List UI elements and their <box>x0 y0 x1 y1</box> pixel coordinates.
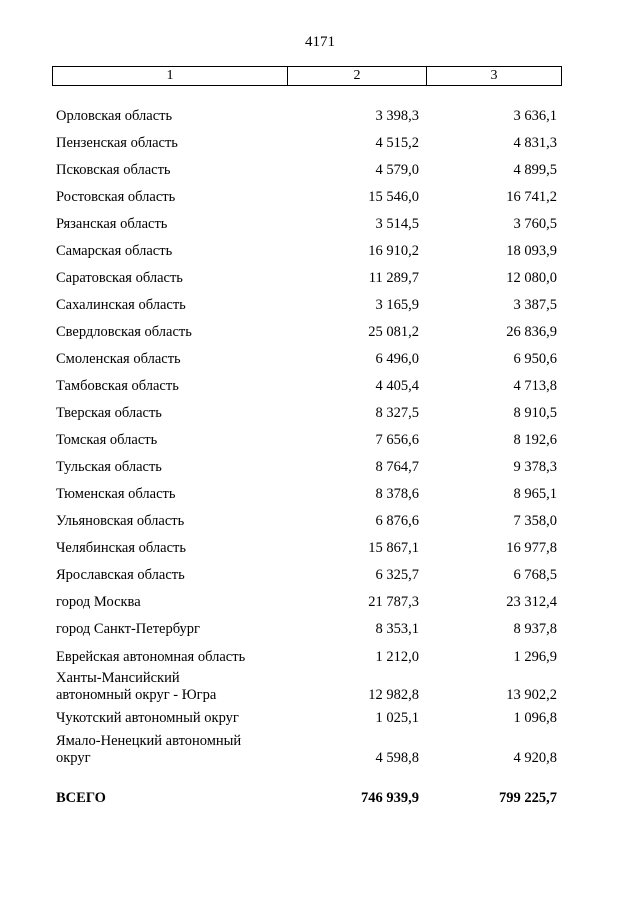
table-row <box>56 378 560 395</box>
value-col-2: 15 546,0 <box>368 189 419 205</box>
table-row <box>56 270 560 287</box>
region-name: Ростовская область <box>56 189 176 205</box>
region-name-line-2: автономный округ - Югра <box>56 687 217 703</box>
region-name: Ярославская область <box>56 567 185 583</box>
region-name: Орловская область <box>56 108 173 124</box>
value-col-2: 6 325,7 <box>375 567 419 583</box>
table-row <box>56 135 560 152</box>
value-col-2: 16 910,2 <box>368 243 419 259</box>
region-name: Саратовская область <box>56 270 183 286</box>
header-col-1: 1 <box>53 67 288 85</box>
value-col-3: 8 937,8 <box>513 621 557 637</box>
value-col-3: 1 096,8 <box>513 710 557 726</box>
total-col-3: 799 225,7 <box>499 790 557 806</box>
value-col-2: 4 405,4 <box>375 378 419 394</box>
value-col-3: 3 387,5 <box>513 297 557 313</box>
value-col-3: 3 760,5 <box>513 216 557 232</box>
table-row <box>56 567 560 584</box>
value-col-3: 4 920,8 <box>513 750 557 766</box>
table-row <box>56 162 560 179</box>
table-row <box>56 297 560 314</box>
table-row <box>56 710 560 727</box>
table-row <box>56 670 560 704</box>
table-row <box>56 189 560 206</box>
region-name: Свердловская область <box>56 324 192 340</box>
value-col-2: 4 598,8 <box>375 750 419 766</box>
region-name: город Санкт-Петербург <box>56 621 201 637</box>
region-name: Псковская область <box>56 162 171 178</box>
value-col-3: 18 093,9 <box>506 243 557 259</box>
region-name <box>56 670 286 704</box>
value-col-3: 26 836,9 <box>506 324 557 340</box>
region-name: Челябинская область <box>56 540 186 556</box>
table-row <box>56 108 560 125</box>
value-col-3: 8 965,1 <box>513 486 557 502</box>
table-row <box>56 733 560 767</box>
value-col-2: 15 867,1 <box>368 540 419 556</box>
table-row <box>56 405 560 422</box>
region-name-line-1: Ямало-Ненецкий автономный <box>56 733 242 749</box>
value-col-2: 8 327,5 <box>375 405 419 421</box>
region-name: Рязанская область <box>56 216 168 232</box>
value-col-3: 12 080,0 <box>506 270 557 286</box>
value-col-3: 13 902,2 <box>506 687 557 703</box>
value-col-2: 8 378,6 <box>375 486 419 502</box>
value-col-2: 8 353,1 <box>375 621 419 637</box>
region-name: Ульяновская область <box>56 513 185 529</box>
table-row <box>56 540 560 557</box>
value-col-3: 3 636,1 <box>513 108 557 124</box>
value-col-3: 16 977,8 <box>506 540 557 556</box>
table-row <box>56 621 560 638</box>
table-row <box>56 351 560 368</box>
header-col-3: 3 <box>490 68 498 83</box>
table-row <box>56 216 560 233</box>
value-col-2: 1 025,1 <box>375 710 419 726</box>
table-row <box>56 594 560 611</box>
value-col-2: 3 398,3 <box>375 108 419 124</box>
value-col-3: 7 358,0 <box>513 513 557 529</box>
header-col-2: 2 <box>288 67 427 85</box>
region-name: Тюменская область <box>56 486 176 502</box>
value-col-2: 3 165,9 <box>375 297 419 313</box>
value-col-2: 4 515,2 <box>375 135 419 151</box>
region-name: город Москва <box>56 594 141 610</box>
value-col-2: 7 656,6 <box>375 432 419 448</box>
value-col-2: 8 764,7 <box>375 459 419 475</box>
region-name: Тамбовская область <box>56 378 179 394</box>
table-row <box>56 649 560 666</box>
region-name: Еврейская автономная область <box>56 649 246 665</box>
value-col-2: 25 081,2 <box>368 324 419 340</box>
region-name: Пензенская область <box>56 135 178 151</box>
page-number: 4171 <box>305 34 335 50</box>
value-col-3: 8 910,5 <box>513 405 557 421</box>
region-name: Сахалинская область <box>56 297 186 313</box>
value-col-3: 4 831,3 <box>513 135 557 151</box>
value-col-3: 23 312,4 <box>506 594 557 610</box>
value-col-3: 4 713,8 <box>513 378 557 394</box>
value-col-2: 1 212,0 <box>375 649 419 665</box>
value-col-3: 9 378,3 <box>513 459 557 475</box>
table-row <box>56 486 560 503</box>
value-col-2: 12 982,8 <box>368 687 419 703</box>
region-name-line-1: Ханты-Мансийский <box>56 670 180 686</box>
value-col-3: 1 296,9 <box>513 649 557 665</box>
table-row <box>56 459 560 476</box>
region-name <box>56 733 286 767</box>
value-col-2: 4 579,0 <box>375 162 419 178</box>
region-name: Чукотский автономный округ <box>56 710 239 726</box>
total-col-2: 746 939,9 <box>361 790 419 806</box>
value-col-2: 6 496,0 <box>375 351 419 367</box>
table-row <box>56 513 560 530</box>
region-name: Тульская область <box>56 459 162 475</box>
table-row <box>56 432 560 449</box>
value-col-3: 6 950,6 <box>513 351 557 367</box>
value-col-2: 6 876,6 <box>375 513 419 529</box>
region-name: Томская область <box>56 432 158 448</box>
value-col-3: 6 768,5 <box>513 567 557 583</box>
table-header <box>52 66 562 86</box>
value-col-2: 11 289,7 <box>368 270 419 286</box>
value-col-2: 3 514,5 <box>375 216 419 232</box>
value-col-3: 8 192,6 <box>513 432 557 448</box>
region-name: Тверская область <box>56 405 162 421</box>
total-row <box>56 790 560 807</box>
total-label: ВСЕГО <box>56 790 106 806</box>
region-name: Самарская область <box>56 243 173 259</box>
value-col-3: 4 899,5 <box>513 162 557 178</box>
value-col-3: 16 741,2 <box>506 189 557 205</box>
table-row <box>56 324 560 341</box>
value-col-2: 21 787,3 <box>368 594 419 610</box>
region-name-line-2: округ <box>56 750 91 766</box>
region-name: Смоленская область <box>56 351 181 367</box>
table-row <box>56 243 560 260</box>
